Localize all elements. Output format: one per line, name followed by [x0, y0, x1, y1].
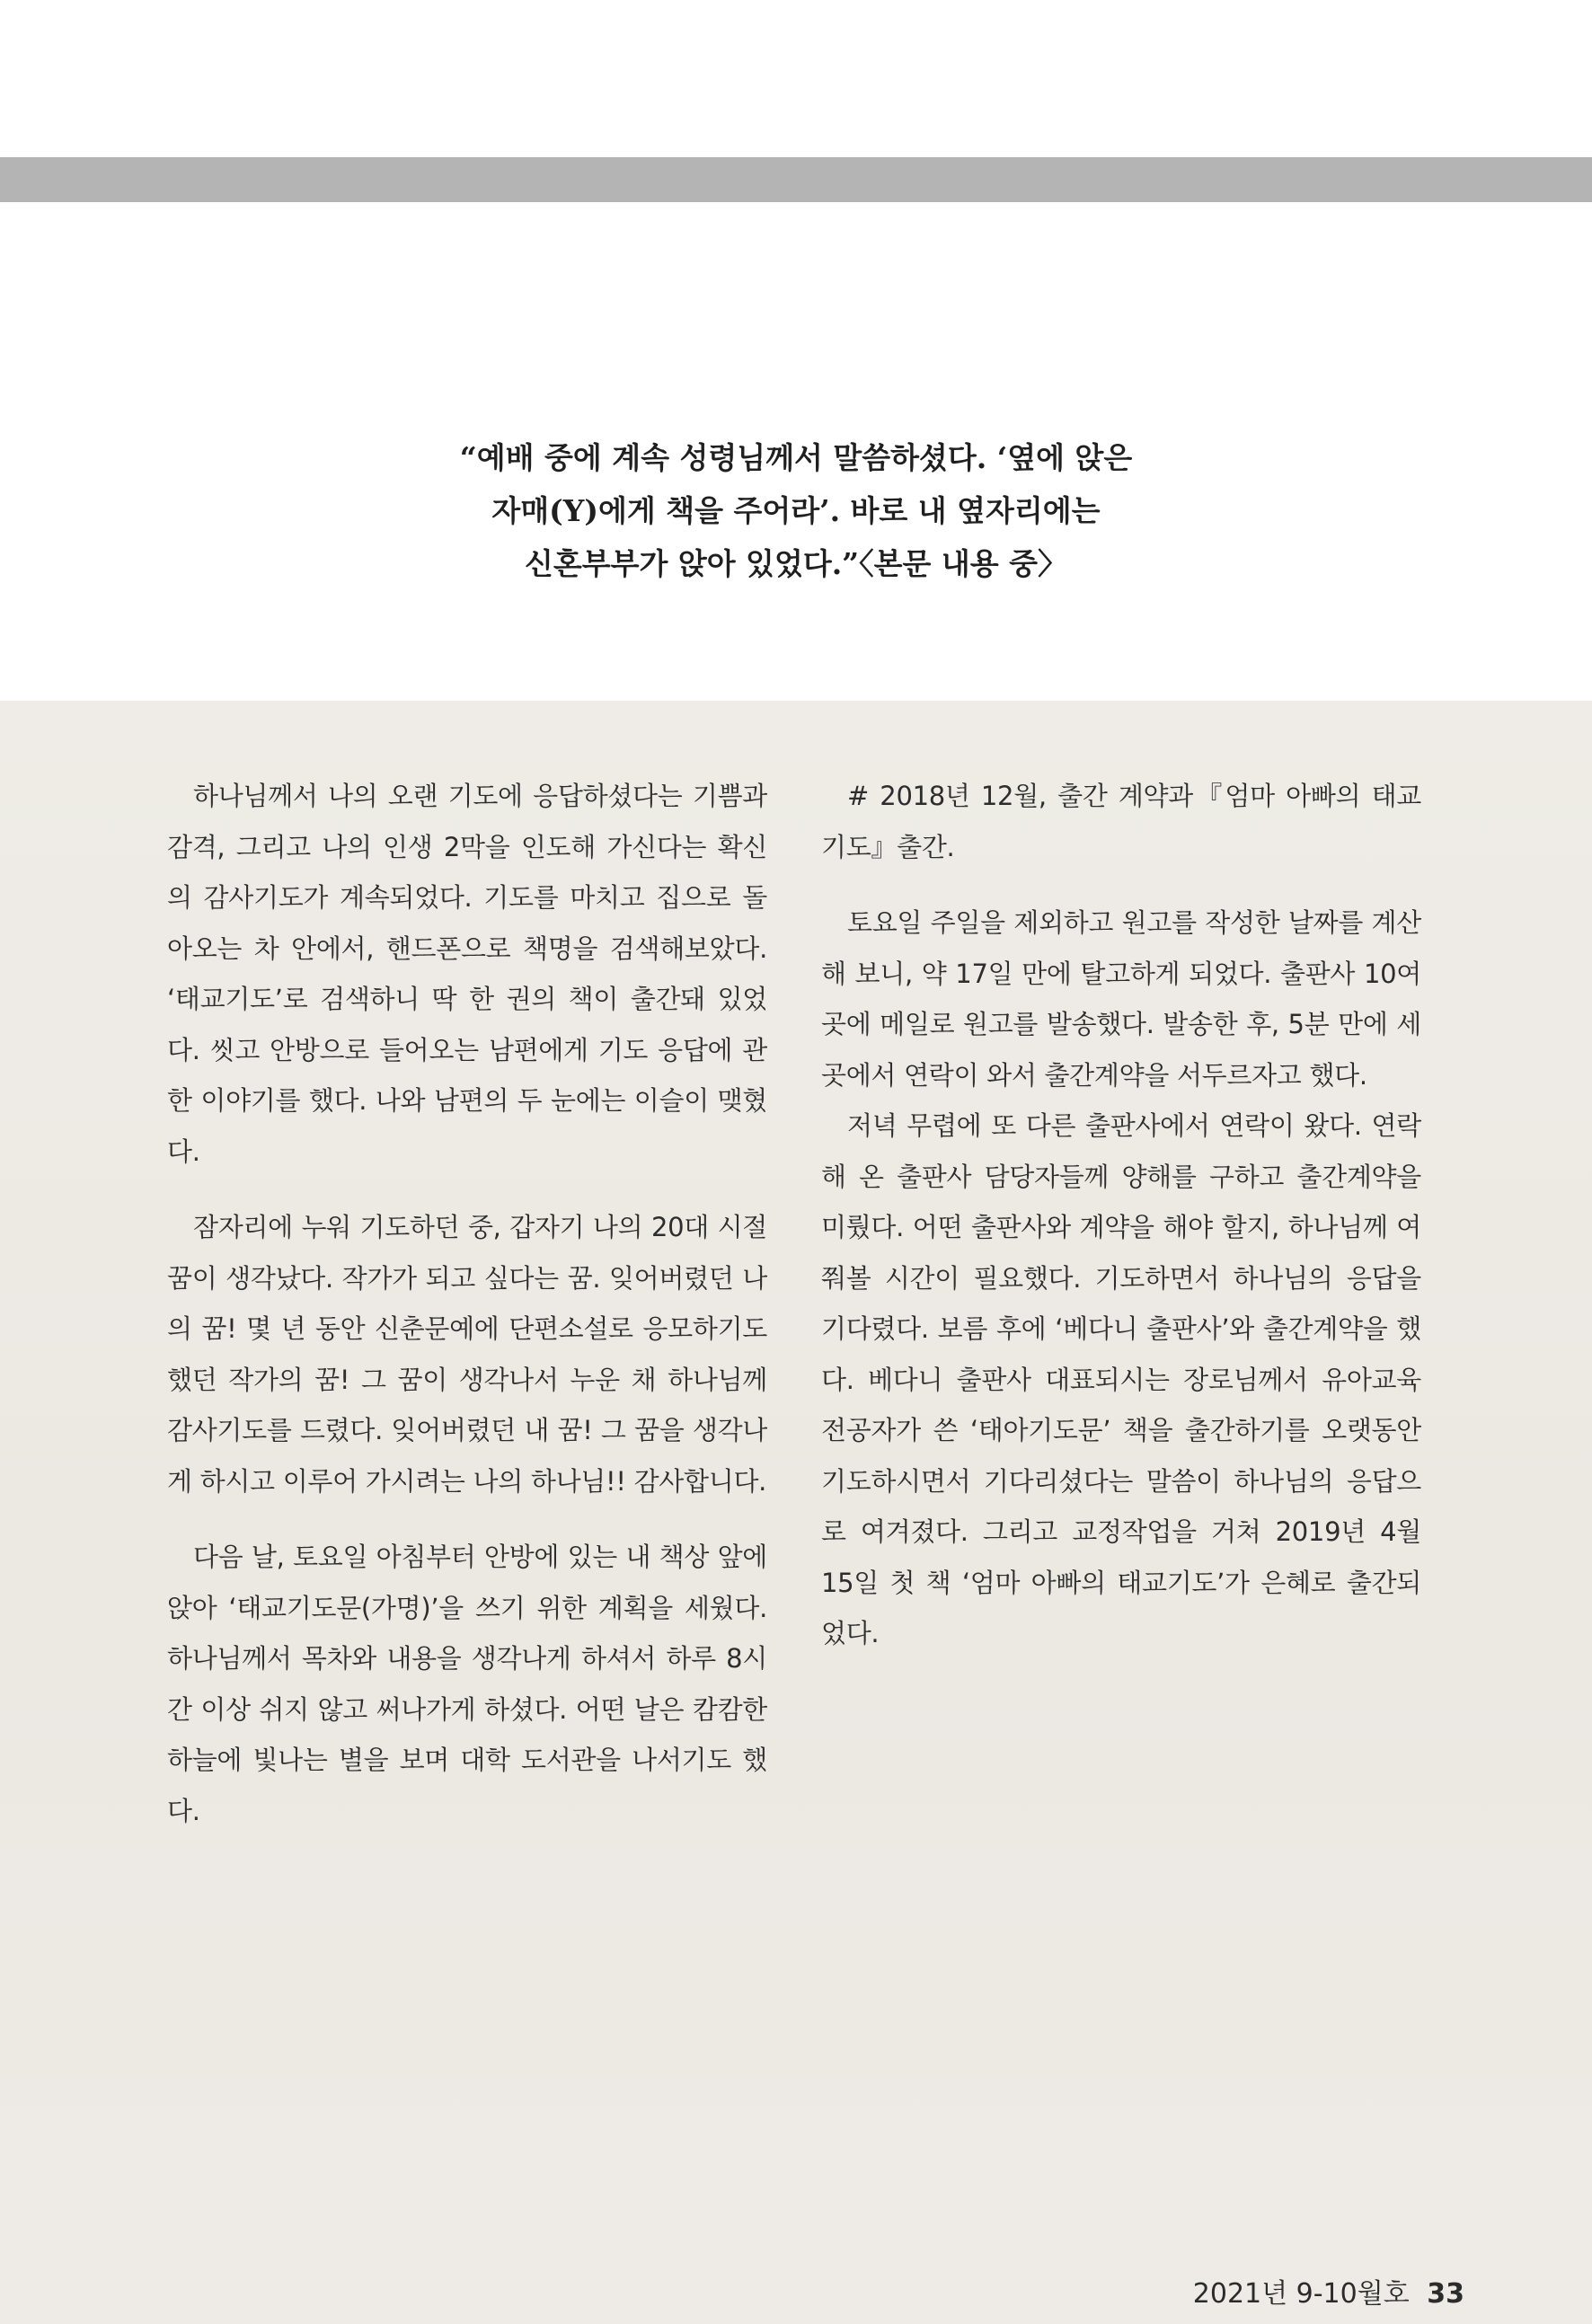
section-heading: # 2018년 12월, 출간 계약과『엄마 아빠의 태교기도』출간. [821, 781, 1421, 862]
pull-quote [270, 431, 1322, 590]
left-paragraph-3: 다음 날, 토요일 아침부터 안방에 있는 내 책상 앞에 앉아 ‘태교기도문(가명)’을 쓰기 위한 계획을 세웠다. 하나님께서 목차와 내용을 생각나게 하셔서 하루 8시간 이상 쉬지 않고 써나가게 하셨다. 어떤 날은 캄캄한 하늘에 빛나는 별을 보며 대학 도서관을 나서기도 했다. [167, 1542, 767, 1826]
header-band [0, 157, 1592, 202]
pull-quote-line-3: 신혼부부가 앉아 있었다.”〈본문 내용 중〉 [524, 546, 1068, 581]
page-number: 33 [1427, 2278, 1464, 2310]
left-column [167, 771, 767, 1836]
right-column [821, 771, 1421, 1659]
right-paragraph-1: 토요일 주일을 제외하고 원고를 작성한 날짜를 계산해 보니, 약 17일 만에 탈고하게 되었다. 출판사 10여 곳에 메일로 원고를 발송했다. 발송한 후, 5분 만에 세 곳에서 연락이 와서 출간계약을 서두르자고 했다. [821, 907, 1421, 1091]
pull-quote-line-2: 자매(Y)에게 책을 주어라’. 바로 내 옆자리에는 [491, 493, 1101, 528]
left-paragraph-1: 하나님께서 나의 오랜 기도에 응답하셨다는 기쁨과 감격, 그리고 나의 인생 2막을 인도해 가신다는 확신의 감사기도가 계속되었다. 기도를 마치고 집으로 돌아오는 차 안에서, 핸드폰으로 책명을 검색해보았다. ‘태교기도’로 검색하니 딱 한 권의 책이 출간돼 있었다. 씻고 안방으로 들어오는 남편에게 기도 응답에 관한 이야기를 했다. 나와 남편의 두 눈에는 이슬이 맺혔다. [167, 781, 767, 1167]
page-footer [1193, 2271, 1464, 2311]
right-paragraph-2: 저녁 무렵에 또 다른 출판사에서 연락이 왔다. 연락해 온 출판사 담당자들께 양해를 구하고 출간계약을 미뤘다. 어떤 출판사와 계약을 해야 할지, 하나님께 여쭤볼 시간이 필요했다. 기도하면서 하나님의 응답을 기다렸다. 보름 후에 ‘베다니 출판사’와 출간계약을 했다. 베다니 출판사 대표되시는 장로님께서 유아교육 전공자가 쓴 ‘태아기도문’ 책을 출간하기를 오랫동안 기도하시면서 기다리셨다는 말씀이 하나님의 응답으로 여겨졌다. 그리고 교정작업을 거쳐 2019년 4월 15일 첫 책 ‘엄마 아빠의 태교기도’가 은혜로 출간되었다. [821, 1110, 1421, 1648]
pull-quote-line-1: “예배 중에 계속 성령님께서 말씀하셨다. ‘옆에 앉은 [459, 440, 1133, 475]
issue-label: 2021년 9-10월호 [1192, 2278, 1410, 2310]
left-paragraph-2: 잠자리에 누워 기도하던 중, 갑자기 나의 20대 시절 꿈이 생각났다. 작가가 되고 싶다는 꿈. 잊어버렸던 나의 꿈! 몇 년 동안 신춘문예에 단편소설로 응모하기도 했던 작가의 꿈! 그 꿈이 생각나서 누운 채 하나님께 감사기도를 드렸다. 잊어버렸던 내 꿈! 그 꿈을 생각나게 하시고 이루어 가시려는 나의 하나님!! 감사합니다. [167, 1212, 767, 1497]
